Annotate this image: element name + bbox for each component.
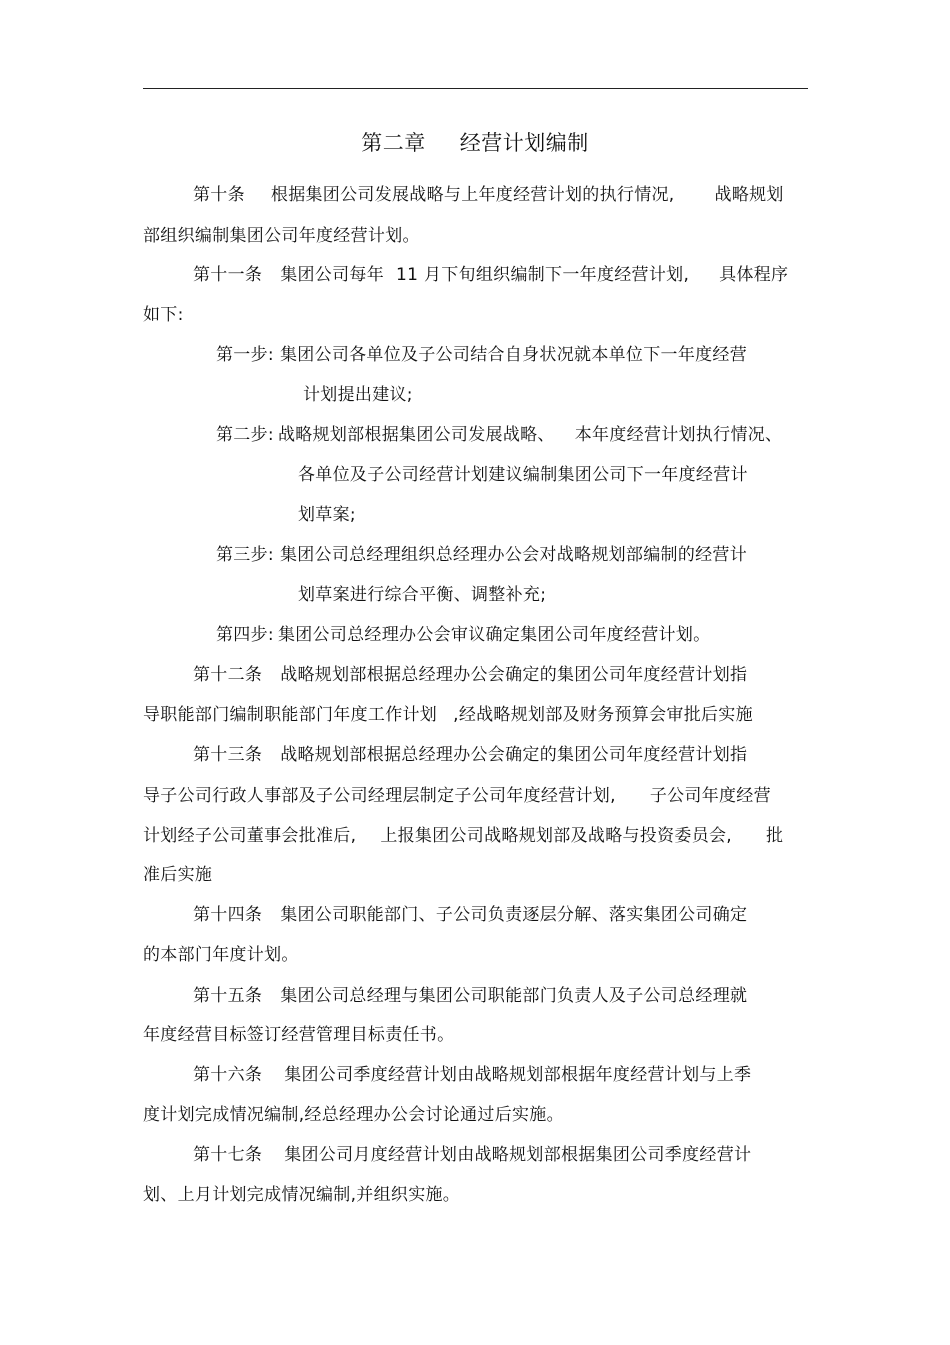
article-12-line-2: 导职能部门编制职能部门年度工作计划 ,经战略规划部及财务预算会审批后实施 (143, 705, 753, 725)
chapter-title (0, 130, 950, 156)
step-4-line-1: 第四步: 集团公司总经理办公会审议确定集团公司年度经营计划。 (216, 625, 711, 645)
step-3-line-1: 第三步: 集团公司总经理组织总经理办公会对战略规划部编制的经营计 (216, 545, 748, 565)
step-2-line-1: 第二步: 战略规划部根据集团公司发展战略、 本年度经营计划执行情况、 (216, 425, 783, 445)
article-12-line-1: 第十二条 战略规划部根据总经理办公会确定的集团公司年度经营计划指 (193, 665, 748, 685)
article-16-line-1: 第十六条 集团公司季度经营计划由战略规划部根据年度经营计划与上季 (193, 1065, 752, 1085)
article-10-line-1: 第十条 根据集团公司发展战略与上年度经营计划的执行情况, 战略规划 (193, 185, 784, 205)
step-2-line-2: 各单位及子公司经营计划建议编制集团公司下一年度经营计 (298, 465, 748, 485)
article-17-line-1: 第十七条 集团公司月度经营计划由战略规划部根据集团公司季度经营计 (193, 1145, 752, 1165)
article-10-line-2: 部组织编制集团公司年度经营计划。 (143, 226, 420, 246)
article-13-line-3: 计划经子公司董事会批准后, 上报集团公司战略规划部及战略与投资委员会, 批 (143, 826, 784, 846)
step-3-label: 第三步: (216, 545, 274, 565)
article-12-label: 第十二条 (193, 665, 263, 685)
article-11-label: 第十一条 (193, 265, 263, 285)
article-11-line-1: 第十一条 集团公司每年 11 月下旬组织编制下一年度经营计划, 具体程序 (193, 265, 789, 285)
step-2-label: 第二步: (216, 425, 274, 445)
article-15-label: 第十五条 (193, 986, 263, 1006)
step-1-label: 第一步: (216, 345, 274, 365)
header-rule (143, 88, 808, 89)
step-2-line-3: 划草案; (298, 505, 356, 525)
article-14-line-2: 的本部门年度计划。 (143, 945, 299, 965)
article-14-line-1: 第十四条 集团公司职能部门、子公司负责逐层分解、落实集团公司确定 (193, 905, 748, 925)
chapter-number: 第二章 (361, 131, 426, 155)
article-11-line-2: 如下: (143, 305, 184, 325)
article-16-line-2: 度计划完成情况编制,经总经理办公会讨论通过后实施。 (143, 1105, 564, 1125)
article-13-label: 第十三条 (193, 745, 263, 765)
article-15-line-2: 年度经营目标签订经营管理目标责任书。 (143, 1025, 455, 1045)
chapter-name: 经营计划编制 (459, 131, 589, 155)
article-17-label: 第十七条 (193, 1145, 263, 1165)
article-14-label: 第十四条 (193, 905, 263, 925)
step-1-line-1: 第一步: 集团公司各单位及子公司结合自身状况就本单位下一年度经营 (216, 345, 748, 365)
article-16-label: 第十六条 (193, 1065, 263, 1085)
article-17-line-2: 划、上月计划完成情况编制,并组织实施。 (143, 1185, 461, 1205)
step-1-line-2: 计划提出建议; (303, 385, 413, 405)
article-13-line-1: 第十三条 战略规划部根据总经理办公会确定的集团公司年度经营计划指 (193, 745, 748, 765)
step-3-line-2: 划草案进行综合平衡、调整补充; (298, 585, 547, 605)
step-4-label: 第四步: (216, 625, 274, 645)
article-13-line-4: 准后实施 (143, 865, 213, 885)
article-15-line-1: 第十五条 集团公司总经理与集团公司职能部门负责人及子公司总经理就 (193, 986, 748, 1006)
article-13-line-2: 导子公司行政人事部及子公司经理层制定子公司年度经营计划, 子公司年度经营 (143, 786, 771, 806)
article-10-label: 第十条 (193, 185, 245, 205)
